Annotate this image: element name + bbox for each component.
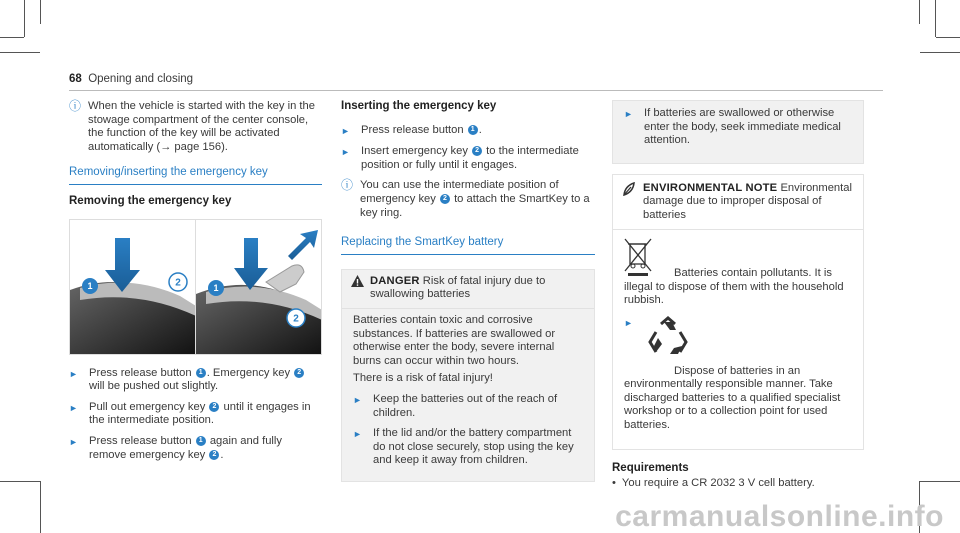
crop-mark — [919, 0, 920, 24]
step-arrow-icon: ► — [69, 402, 78, 413]
recycle-icon — [644, 316, 692, 365]
info-icon: ⓘ — [69, 99, 82, 113]
step-arrow-icon: ► — [341, 125, 350, 136]
column-3 — [612, 100, 864, 491]
step-arrow-icon: ► — [341, 147, 350, 158]
section-name: Opening and closing — [88, 73, 194, 85]
environmental-body — [613, 230, 863, 449]
callout-2: 2 — [175, 277, 181, 289]
step-text: Dispose of batteries in an environmentally responsible manner. Take discharged batteries to a qualified specialist workshop or to a collection point for used batteries. — [624, 364, 841, 431]
crop-mark — [40, 0, 41, 24]
step-arrow-icon: ► — [353, 394, 362, 405]
note-text: When the vehicle is started with the key in the stowage compartment of the center console, the function of the key will be activated automatically (→ page 156). — [88, 100, 315, 153]
column-2 — [341, 100, 595, 482]
step — [69, 435, 322, 462]
note — [69, 100, 322, 154]
step — [69, 401, 322, 428]
callout-1: 1 — [213, 282, 219, 293]
step-text: Press release button 1 . Emergency key 2 will be pushed out slightly. — [89, 367, 322, 394]
crop-mark — [920, 52, 960, 53]
step-arrow-icon: ► — [624, 317, 633, 328]
disposal-text: Batteries contain pollutants. It is illegal to dispose of them with the household rubbish. — [624, 267, 844, 307]
danger-paragraph: There is a risk of fatal injury! — [353, 372, 493, 385]
step-text: Pull out emergency key 2 until it engages in the intermediate position. — [89, 400, 311, 427]
note-text: You can use the intermediate position of emergency key 2 to attach the SmartKey to a key ring. — [360, 179, 590, 219]
crop-mark — [40, 481, 41, 533]
danger-box-continued — [612, 100, 864, 164]
section-title: Removing/inserting the emergency key — [69, 166, 322, 185]
step-arrow-icon: ► — [624, 109, 633, 119]
step-arrow-icon: ► — [353, 429, 362, 440]
environmental-header — [613, 175, 863, 230]
header-rule — [69, 90, 883, 91]
danger-body — [342, 309, 594, 481]
step — [341, 145, 595, 172]
requirement-item — [612, 477, 864, 491]
requirement-text: You require a CR 2032 3 V cell battery. — [621, 477, 815, 490]
danger-text: DANGER Risk of fatal injury due to swallowing batteries — [370, 274, 546, 301]
subsection-title: Inserting the emergency key — [341, 100, 497, 112]
step-text: Press release button 1 again and fully remove emergency key 2 . — [89, 434, 282, 461]
step-text: If the lid and/or the battery compartment do not close securely, stop using the key and keep it away from children. — [373, 427, 574, 467]
crop-mark — [0, 481, 40, 482]
danger-header — [342, 270, 594, 309]
environmental-note — [612, 174, 864, 450]
step-text: If batteries are swallowed or otherwise enter the body, seek immediate medical attention. — [644, 107, 841, 147]
callout-2: 2 — [293, 313, 299, 325]
warning-icon — [351, 275, 364, 302]
callout-1: 1 — [87, 280, 93, 291]
step — [69, 367, 322, 394]
note — [341, 179, 595, 220]
key-illustration-icon — [196, 220, 321, 354]
step — [624, 107, 852, 148]
section-title: Replacing the SmartKey battery — [341, 236, 595, 255]
crop-mark — [935, 0, 936, 37]
crop-mark — [936, 37, 960, 38]
danger-paragraph: Batteries contain toxic and corrosive substances. If batteries are swallowed or otherwise enter the body, severe internal burns can occur within two hours. — [353, 313, 556, 367]
step — [341, 124, 595, 139]
info-icon: ⓘ — [341, 178, 354, 193]
step-text: Keep the batteries out of the reach of children. — [373, 392, 558, 419]
column-1 — [69, 100, 322, 469]
step — [353, 427, 583, 468]
crop-mark — [920, 481, 960, 482]
environment-icon — [622, 182, 636, 223]
danger-box — [341, 269, 595, 482]
crop-mark — [24, 0, 25, 37]
step-text: Insert emergency key 2 to the intermediate position or fully until it engages. — [361, 145, 579, 171]
key-figure-left — [70, 220, 195, 354]
requirements-title: Requirements — [612, 461, 689, 474]
step-arrow-icon: ► — [69, 436, 78, 447]
page-header — [69, 73, 193, 87]
bullet-icon: • — [612, 477, 616, 490]
crop-mark — [0, 37, 24, 38]
key-illustration-icon — [70, 220, 195, 354]
step-text: Press release button 1 . — [361, 123, 482, 136]
step — [624, 316, 852, 433]
step — [353, 393, 583, 420]
disposal-paragraph — [624, 238, 852, 308]
step-arrow-icon: ► — [69, 368, 78, 379]
environmental-text: ENVIRONMENTAL NOTE Environmental damage due to improper disposal of batteries — [643, 181, 852, 221]
crop-mark — [0, 52, 40, 53]
subsection-title: Removing the emergency key — [69, 194, 232, 207]
key-figure — [69, 219, 322, 355]
watermark: carmanualsonline.info — [615, 500, 944, 533]
page-number: 68 — [69, 73, 82, 85]
key-figure-right — [195, 220, 321, 354]
